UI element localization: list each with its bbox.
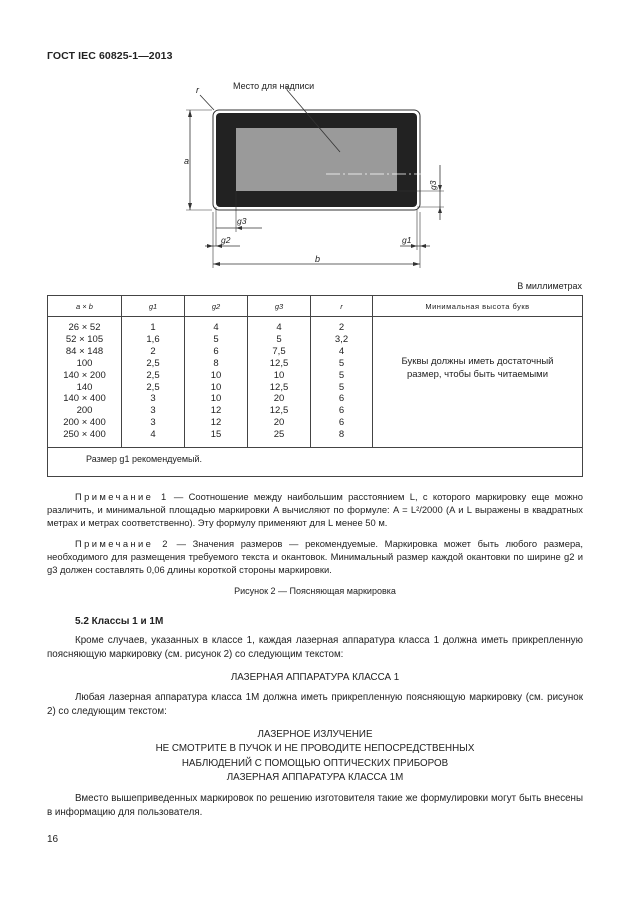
- table-cell-g2: 10: [210, 381, 222, 393]
- dim-b-label: b: [315, 254, 321, 264]
- col-header-ab: a × b: [48, 296, 122, 317]
- paragraph-1: Кроме случаев, указанных в классе 1, каждая лазерная аппаратура класса 1 должна иметь прикрепленную поясняющую маркировку (см. рисунок 2) со следующим текстом:: [47, 635, 583, 660]
- col-header-g2: g2: [185, 296, 248, 317]
- note-2-label: Примечание 2: [75, 538, 170, 549]
- table-footnote: [48, 448, 583, 477]
- table-cell-ab: 84 × 148: [65, 345, 104, 357]
- table-cell-r: 2: [338, 322, 345, 333]
- label-text-area: [236, 128, 397, 191]
- table-footnote-text: Размер g1 рекомендуемый.: [86, 454, 203, 465]
- table-cell-g3: 20: [273, 417, 285, 429]
- note-2-text: — Значения размеров — рекомендуемые. Маркировка может быть любого размера, необходимого для размещения требуемого текста и окантовок. Минимальный размер каждой окантовки по ширине g2 и g3 должен составлять 0,06 длины короткой стороны маркировки.: [47, 538, 584, 575]
- table-cell-ab: 200: [76, 405, 93, 417]
- dim-g1-label: g1: [402, 235, 412, 245]
- table-cell-g2: 5: [213, 333, 219, 345]
- table-cell-g2: 4: [213, 322, 219, 333]
- table-cell-ab: 140 × 200: [63, 369, 106, 381]
- table-cell-g1: 1,6: [146, 333, 160, 345]
- units-note: В миллиметрах: [517, 281, 582, 291]
- table-cell-g2: 10: [210, 393, 222, 405]
- note-2: [47, 537, 583, 576]
- table-cell-g1: 2,5: [146, 357, 160, 369]
- page-number: 16: [47, 834, 59, 845]
- table-cell-ab: 200 × 400: [63, 417, 106, 429]
- table-cell-g1: 3: [150, 405, 156, 417]
- table-cell-r: 5: [338, 357, 345, 369]
- col-header-r: r: [311, 296, 373, 317]
- table-cell-g1: 4: [150, 429, 156, 441]
- dim-g3-bottom-label: g3: [237, 216, 247, 226]
- table-cell-ab: 100: [76, 357, 93, 369]
- table-cell-g3: 12,5: [269, 381, 289, 393]
- label-class-1m-line: ЛАЗЕРНАЯ АППАРАТУРА КЛАССА 1М: [226, 771, 404, 783]
- dim-g2-label: g2: [221, 235, 231, 245]
- label-class-1: ЛАЗЕРНАЯ АППАРАТУРА КЛАССА 1: [230, 672, 400, 683]
- note-1-label: Примечание 1: [75, 491, 169, 502]
- table-cell-r: 4: [338, 345, 345, 357]
- section-title: 5.2 Классы 1 и 1М: [75, 616, 164, 627]
- table-cell-r: 6: [338, 417, 345, 429]
- table-cell-g2: 15: [210, 429, 222, 441]
- column-ab-values: [48, 317, 122, 448]
- dim-g3-right-label: g3: [428, 180, 438, 190]
- table-cell-ab: 250 × 400: [63, 429, 106, 441]
- column-g3-values: [248, 317, 311, 448]
- table-cell-ab: 140 × 400: [63, 393, 106, 405]
- note-1: [47, 490, 583, 529]
- document-header: ГОСТ IEC 60825-1—2013: [47, 50, 173, 62]
- table-cell-g1: 1: [150, 322, 156, 333]
- column-g1-values: [122, 317, 185, 448]
- table-cell-g3: 7,5: [272, 345, 286, 357]
- label-class-1m: [47, 728, 583, 785]
- table-cell-g2: 10: [210, 369, 222, 381]
- table-cell-g1: 2,5: [146, 381, 160, 393]
- table-cell-g3: 5: [276, 333, 282, 345]
- table-cell-r: 3,2: [334, 333, 349, 345]
- table-cell-g3: 12,5: [269, 357, 289, 369]
- col-header-g1: g1: [122, 296, 185, 317]
- paragraph-3: Вместо вышеприведенных маркировок по решению изготовителя такие же формулировки могут быть внесены в информацию для пользователя.: [47, 793, 583, 818]
- label-class-1m-line: ЛАЗЕРНОЕ ИЗЛУЧЕНИЕ: [257, 729, 373, 740]
- inscription-place-label: Место для надписи: [233, 81, 315, 91]
- paragraph-2: Любая лазерная аппаратура класса 1М должна иметь прикрепленную поясняющую маркировку (см. рисунок 2) со следующим текстом:: [47, 692, 583, 717]
- label-class-1m-line: НЕ СМОТРИТЕ В ПУЧОК И НЕ ПРОВОДИТЕ НЕПОСРЕДСТВЕННЫХ: [155, 743, 475, 755]
- min-letter-height-value: Буквы должны иметь достаточный размер, чтобы быть читаемыми: [401, 356, 554, 380]
- table-cell-g3: 10: [273, 369, 285, 381]
- table-cell-r: 8: [338, 429, 345, 441]
- table-cell-ab: 140: [76, 381, 93, 393]
- table-cell-r: 6: [338, 393, 345, 405]
- table-cell-g2: 12: [210, 417, 222, 429]
- dim-r-label: r: [196, 85, 199, 95]
- table-cell-g2: 6: [213, 345, 219, 357]
- table-cell-g1: 2: [150, 345, 156, 357]
- label-class-1m-line: НАБЛЮДЕНИЙ С ПОМОЩЬЮ ОПТИЧЕСКИХ ПРИБОРОВ: [181, 757, 449, 769]
- table-cell-r: 5: [338, 369, 345, 381]
- dim-a-label: a: [184, 156, 190, 166]
- column-g2-values: [185, 317, 248, 448]
- min-letter-height-text: [373, 317, 583, 448]
- table-cell-r: 6: [338, 405, 345, 417]
- table-cell-ab: 52 × 105: [65, 333, 104, 345]
- table-cell-g3: 12,5: [269, 405, 289, 417]
- table-cell-ab: 26 × 52: [68, 322, 101, 333]
- table-cell-g3: 20: [273, 393, 285, 405]
- table-cell-r: 5: [338, 381, 345, 393]
- table-cell-g1: 3: [150, 393, 156, 405]
- table-cell-g3: 4: [276, 322, 282, 333]
- figure-caption: Рисунок 2 — Поясняющая маркировка: [234, 586, 396, 596]
- table-cell-g3: 25: [273, 429, 285, 441]
- table-cell-g1: 2,5: [146, 369, 160, 381]
- dimensions-table: [47, 295, 583, 477]
- note-1-text: — Соотношение между наибольшим расстоянием L, с которого маркировку еще можно различить, и минимальной площадью маркировки A вычисляют по формуле: A = L²/2000 (A и L выражены в квадратных метрах и метрах соответственно). Эту формулу применяют для L менее 50 м.: [47, 491, 584, 528]
- col-header-min-letter: Минимальная высота букв: [373, 296, 583, 317]
- table-cell-g1: 3: [150, 417, 156, 429]
- table-cell-g2: 8: [213, 357, 219, 369]
- column-r-values: [311, 317, 373, 448]
- col-header-g3: g3: [248, 296, 311, 317]
- label-diagram: [0, 0, 630, 280]
- table-cell-g2: 12: [210, 405, 222, 417]
